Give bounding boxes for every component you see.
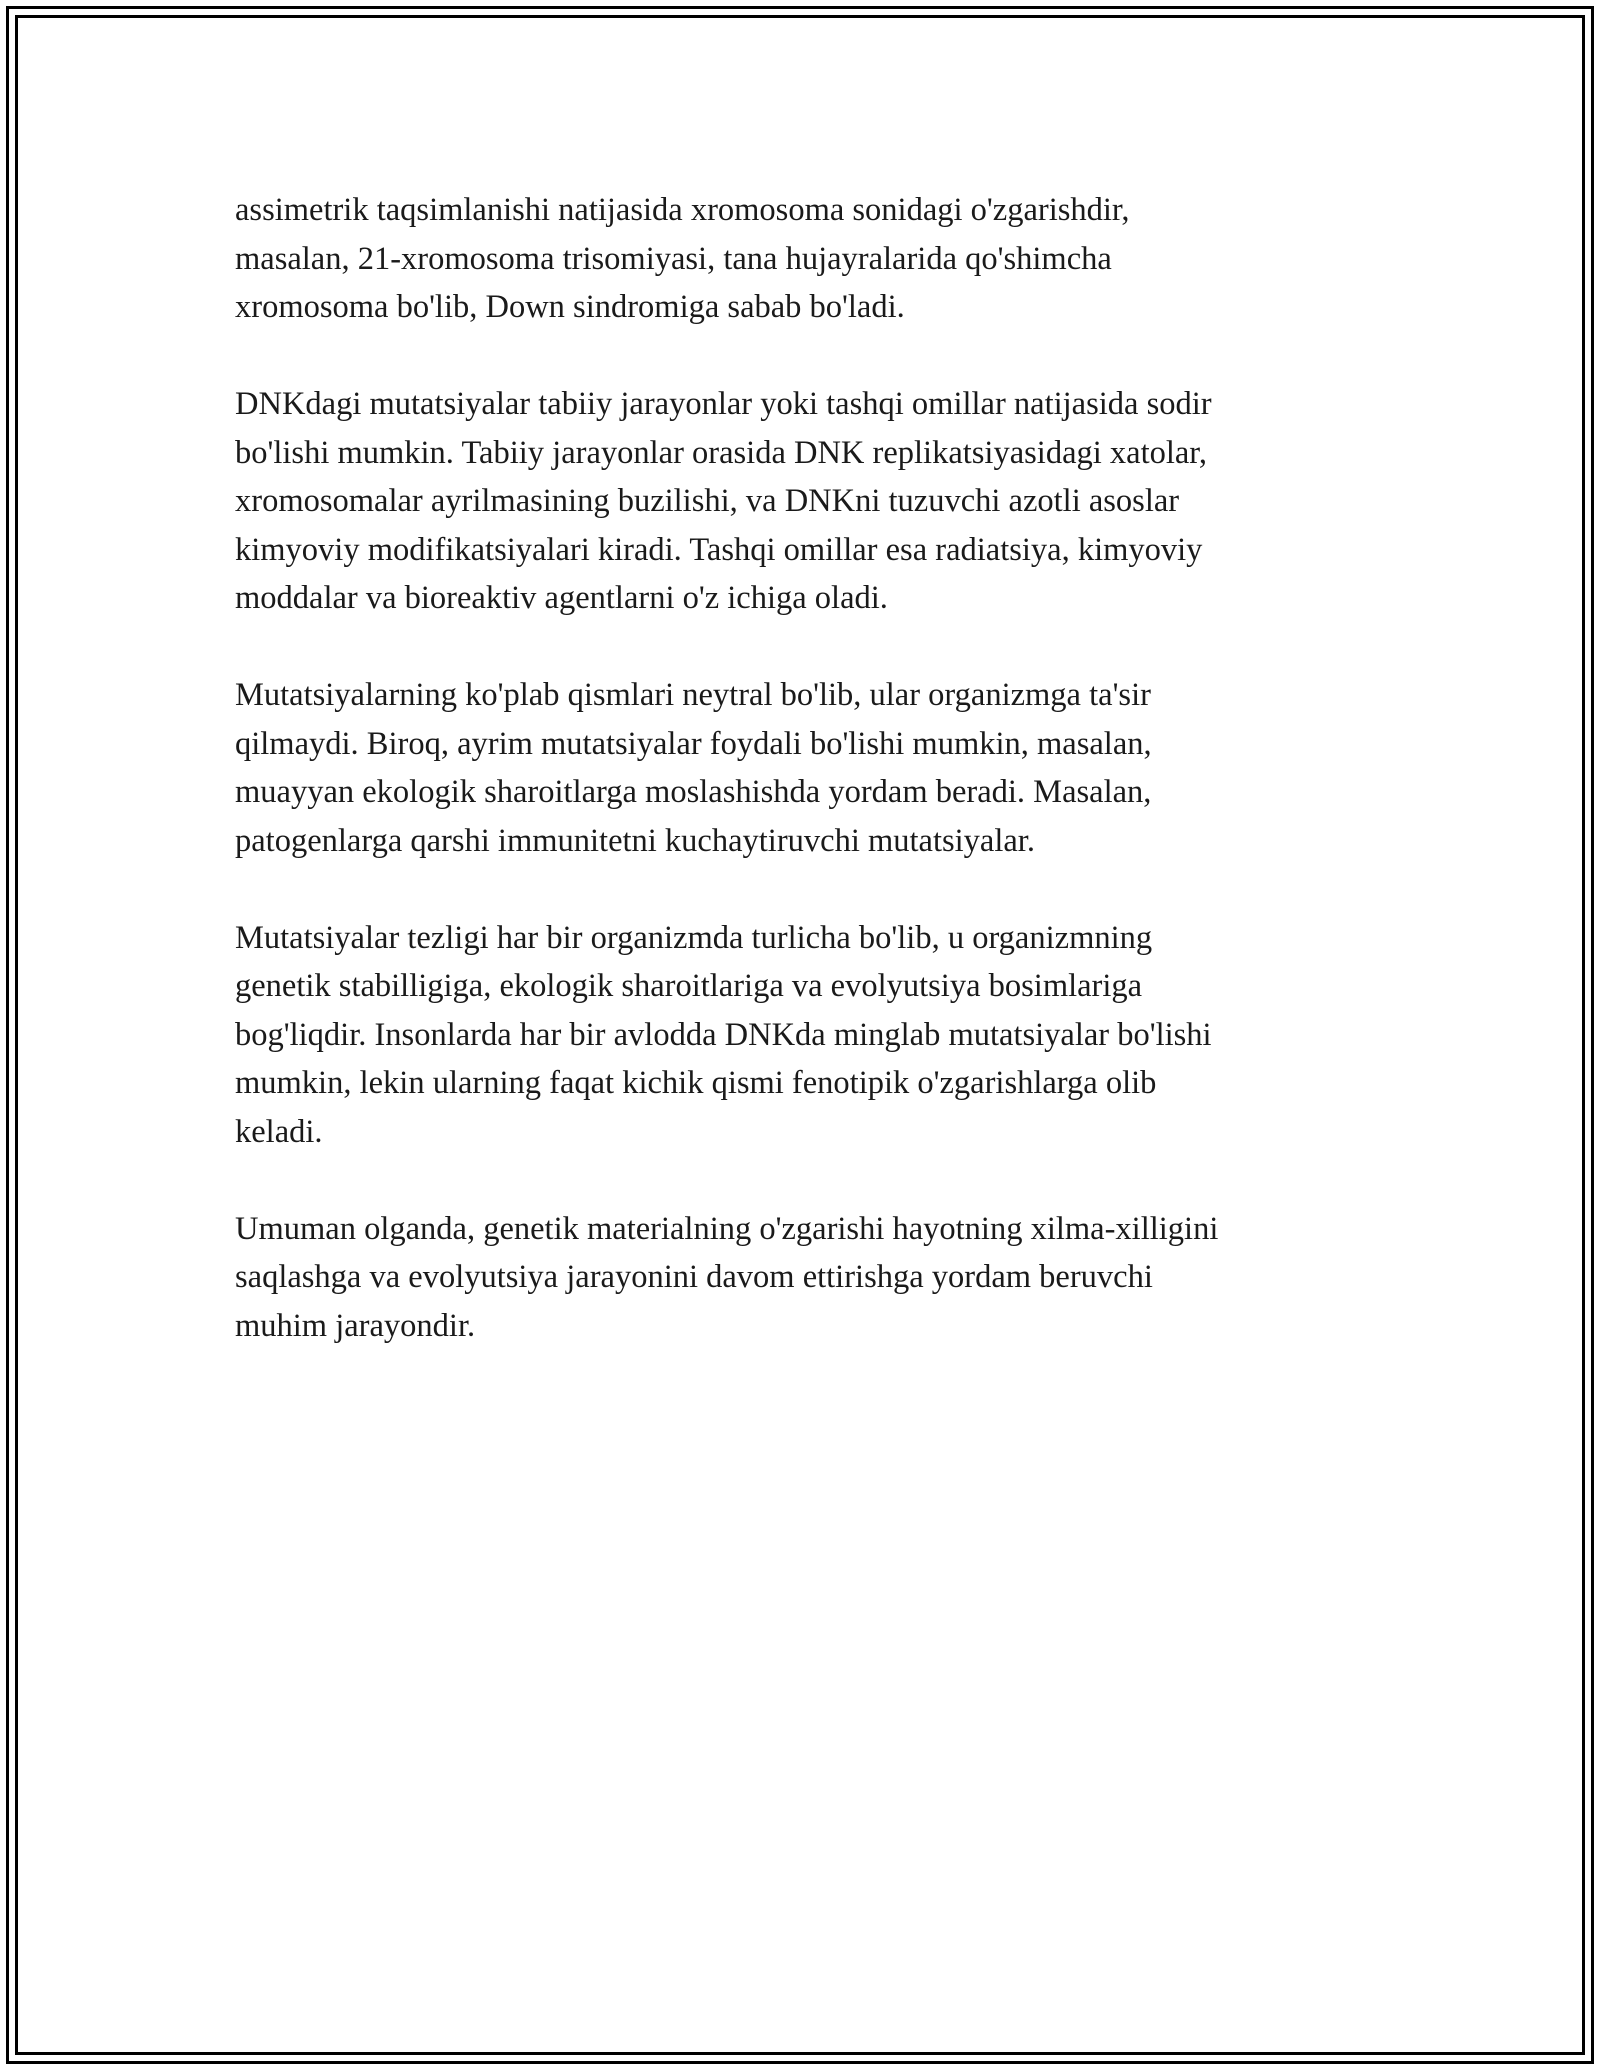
- paragraph-4: Mutatsiyalar tezligi har bir organizmda turlicha bo'lib, u organizmning genetik stabilligiga, ekologik sharoitlariga va evolyutsiya bosimlariga bog'liqdir. Insonlarda har bir avlodda DNKda minglab mutatsiyalar bo'lishi mumkin, lekin ularning faqat kichik qismi fenotipik o'zgarishlarga olib keladi.: [235, 919, 1212, 1150]
- document-body: [235, 186, 1365, 1399]
- paragraph-1: assimetrik taqsimlanishi natijasida xromosoma sonidagi o'zgarishdir, masalan, 21-xromosoma trisomiyasi, tana hujayralarida qo'shimcha xromosoma bo'lib, Down sindromiga sabab bo'ladi.: [235, 192, 1130, 325]
- paragraph-5: Umuman olganda, genetik materialning o'zgarishi hayotning xilma-xilligini saqlashga va evolyutsiya jarayonini davom ettirishga yordam beruvchi muhim jarayondir.: [235, 1210, 1219, 1344]
- paragraph-3: Mutatsiyalarning ko'plab qismlari neytral bo'lib, ular organizmga ta'sir qilmaydi. Biroq, ayrim mutatsiyalar foydali bo'lishi mumkin, masalan, muayyan ekologik sharoitlarga moslashishda yordam beradi. Masalan, patogenlarga qarshi immunitetni kuchaytiruvchi mutatsiyalar.: [235, 677, 1152, 859]
- paragraph-2: DNKdagi mutatsiyalar tabiiy jarayonlar yoki tashqi omillar natijasida sodir bo'lishi mumkin. Tabiiy jarayonlar orasida DNK replikatsiyasidagi xatolar, xromosomalar ayrilmasining buzilishi, va DNKni tuzuvchi azotli asoslar kimyoviy modifikatsiyalari kiradi. Tashqi omillar esa radiatsiya, kimyoviy moddalar va bioreaktiv agentlarni o'z ichiga oladi.: [235, 386, 1212, 616]
